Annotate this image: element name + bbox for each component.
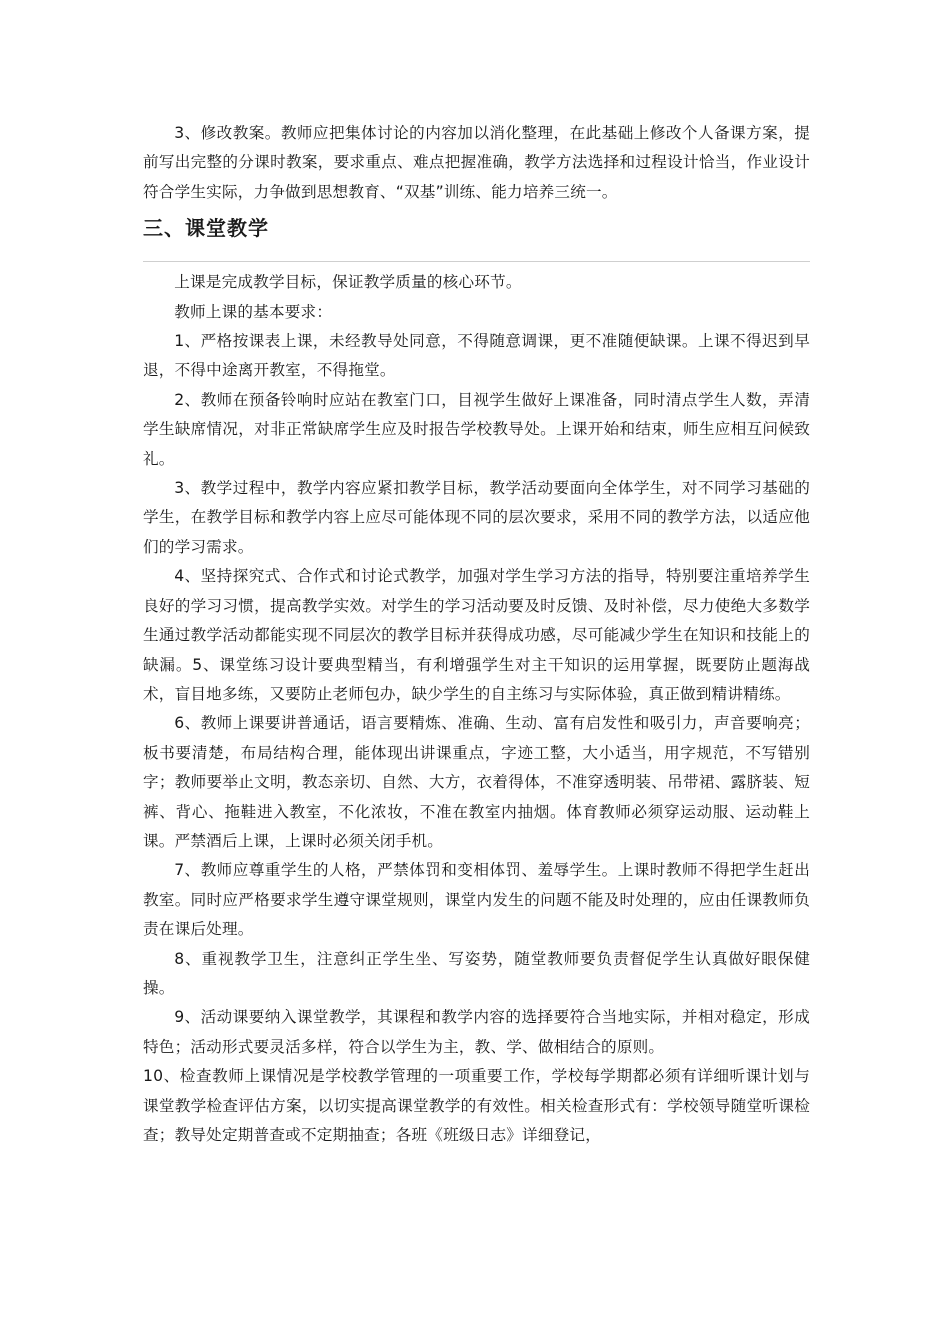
paragraph-item-4-5: 4、坚持探究式、合作式和讨论式教学，加强对学生学习方法的指导，特别要注重培养学生良好的学习习惯，提高教学实效。对学生的学习活动要及时反馈、及时补偿，尽力使绝大多数学生通过教学活动都能实现不同层次的教学目标并获得成功感，尽可能减少学生在知识和技能上的缺漏。5、课堂练习设计要典型精当，有利增强学生对主干知识的运用掌握，既要防止题海战术，盲目地多练，又要防止老师包办，缺少学生的自主练习与实际体验，真正做到精讲精练。 <box>143 567 810 703</box>
paragraph-item-10: 10、检查教师上课情况是学校教学管理的一项重要工作，学校每学期都必须有详细听课计划与课堂教学检查评估方案，以切实提高课堂教学的有效性。相关检查形式有：学校领导随堂听课检查；教导处定期普查或不定期抽查；各班《班级日志》详细登记， <box>143 1067 810 1144</box>
paragraph-item-2: 2、教师在预备铃响时应站在教室门口，目视学生做好上课准备，同时清点学生人数，弄清学生缺席情况，对非正常缺席学生应及时报告学校教导处。上课开始和结束，师生应相互问候致礼。 <box>143 390 810 468</box>
section-divider <box>143 261 810 262</box>
paragraph-item-8: 8、重视教学卫生，注意纠正学生坐、写姿势，随堂教师要负责督促学生认真做好眼保健操。 <box>143 949 810 997</box>
paragraph-item-3: 3、教学过程中，教学内容应紧扣教学目标，教学活动要面向全体学生，对不同学习基础的学生，在教学目标和教学内容上应尽可能体现不同的层次要求，采用不同的教学方法，以适应他们的学习需求。 <box>143 479 810 556</box>
paragraph-intro: 上课是完成教学目标，保证教学质量的核心环节。 <box>174 273 522 292</box>
section-heading-classroom-teaching: 三、课堂教学 <box>143 216 269 241</box>
paragraph-revise-lesson-plan: 3、修改教案。教师应把集体讨论的内容加以消化整理，在此基础上修改个人备课方案，提前写出完整的分课时教案，要求重点、难点把握准确，教学方法选择和过程设计恰当，作业设计符合学生实际，力争做到思想教育、“双基”训练、能力培养三统一。 <box>143 124 810 201</box>
paragraph-item-1: 1、严格按课表上课，未经教导处同意，不得随意调课，更不准随便缺课。上课不得迟到早退，不得中途离开教室，不得拖堂。 <box>143 332 810 380</box>
paragraph-requirements-title: 教师上课的基本要求： <box>174 302 333 321</box>
paragraph-item-6: 6、教师上课要讲普通话，语言要精炼、准确、生动、富有启发性和吸引力，声音要响亮；板书要清楚，布局结构合理，能体现出讲课重点，字迹工整，大小适当，用字规范，不写错别字；教师要举止文明，教态亲切、自然、大方，衣着得体，不准穿透明装、吊带裙、露脐装、短裤、背心、拖鞋进入教室，不化浓妆，不准在教室内抽烟。体育教师必须穿运动服、运动鞋上课。严禁酒后上课，上课时必须关闭手机。 <box>143 714 810 850</box>
paragraph-item-9: 9、活动课要纳入课堂教学，其课程和教学内容的选择要符合当地实际，并相对稳定，形成特色；活动形式要灵活多样，符合以学生为主，教、学、做相结合的原则。 <box>143 1008 810 1056</box>
document-body <box>143 119 810 1150</box>
paragraph-item-7: 7、教师应尊重学生的人格，严禁体罚和变相体罚、羞辱学生。上课时教师不得把学生赶出教室。同时应严格要求学生遵守课堂规则，课堂内发生的问题不能及时处理的，应由任课教师负责在课后处理。 <box>143 861 810 939</box>
